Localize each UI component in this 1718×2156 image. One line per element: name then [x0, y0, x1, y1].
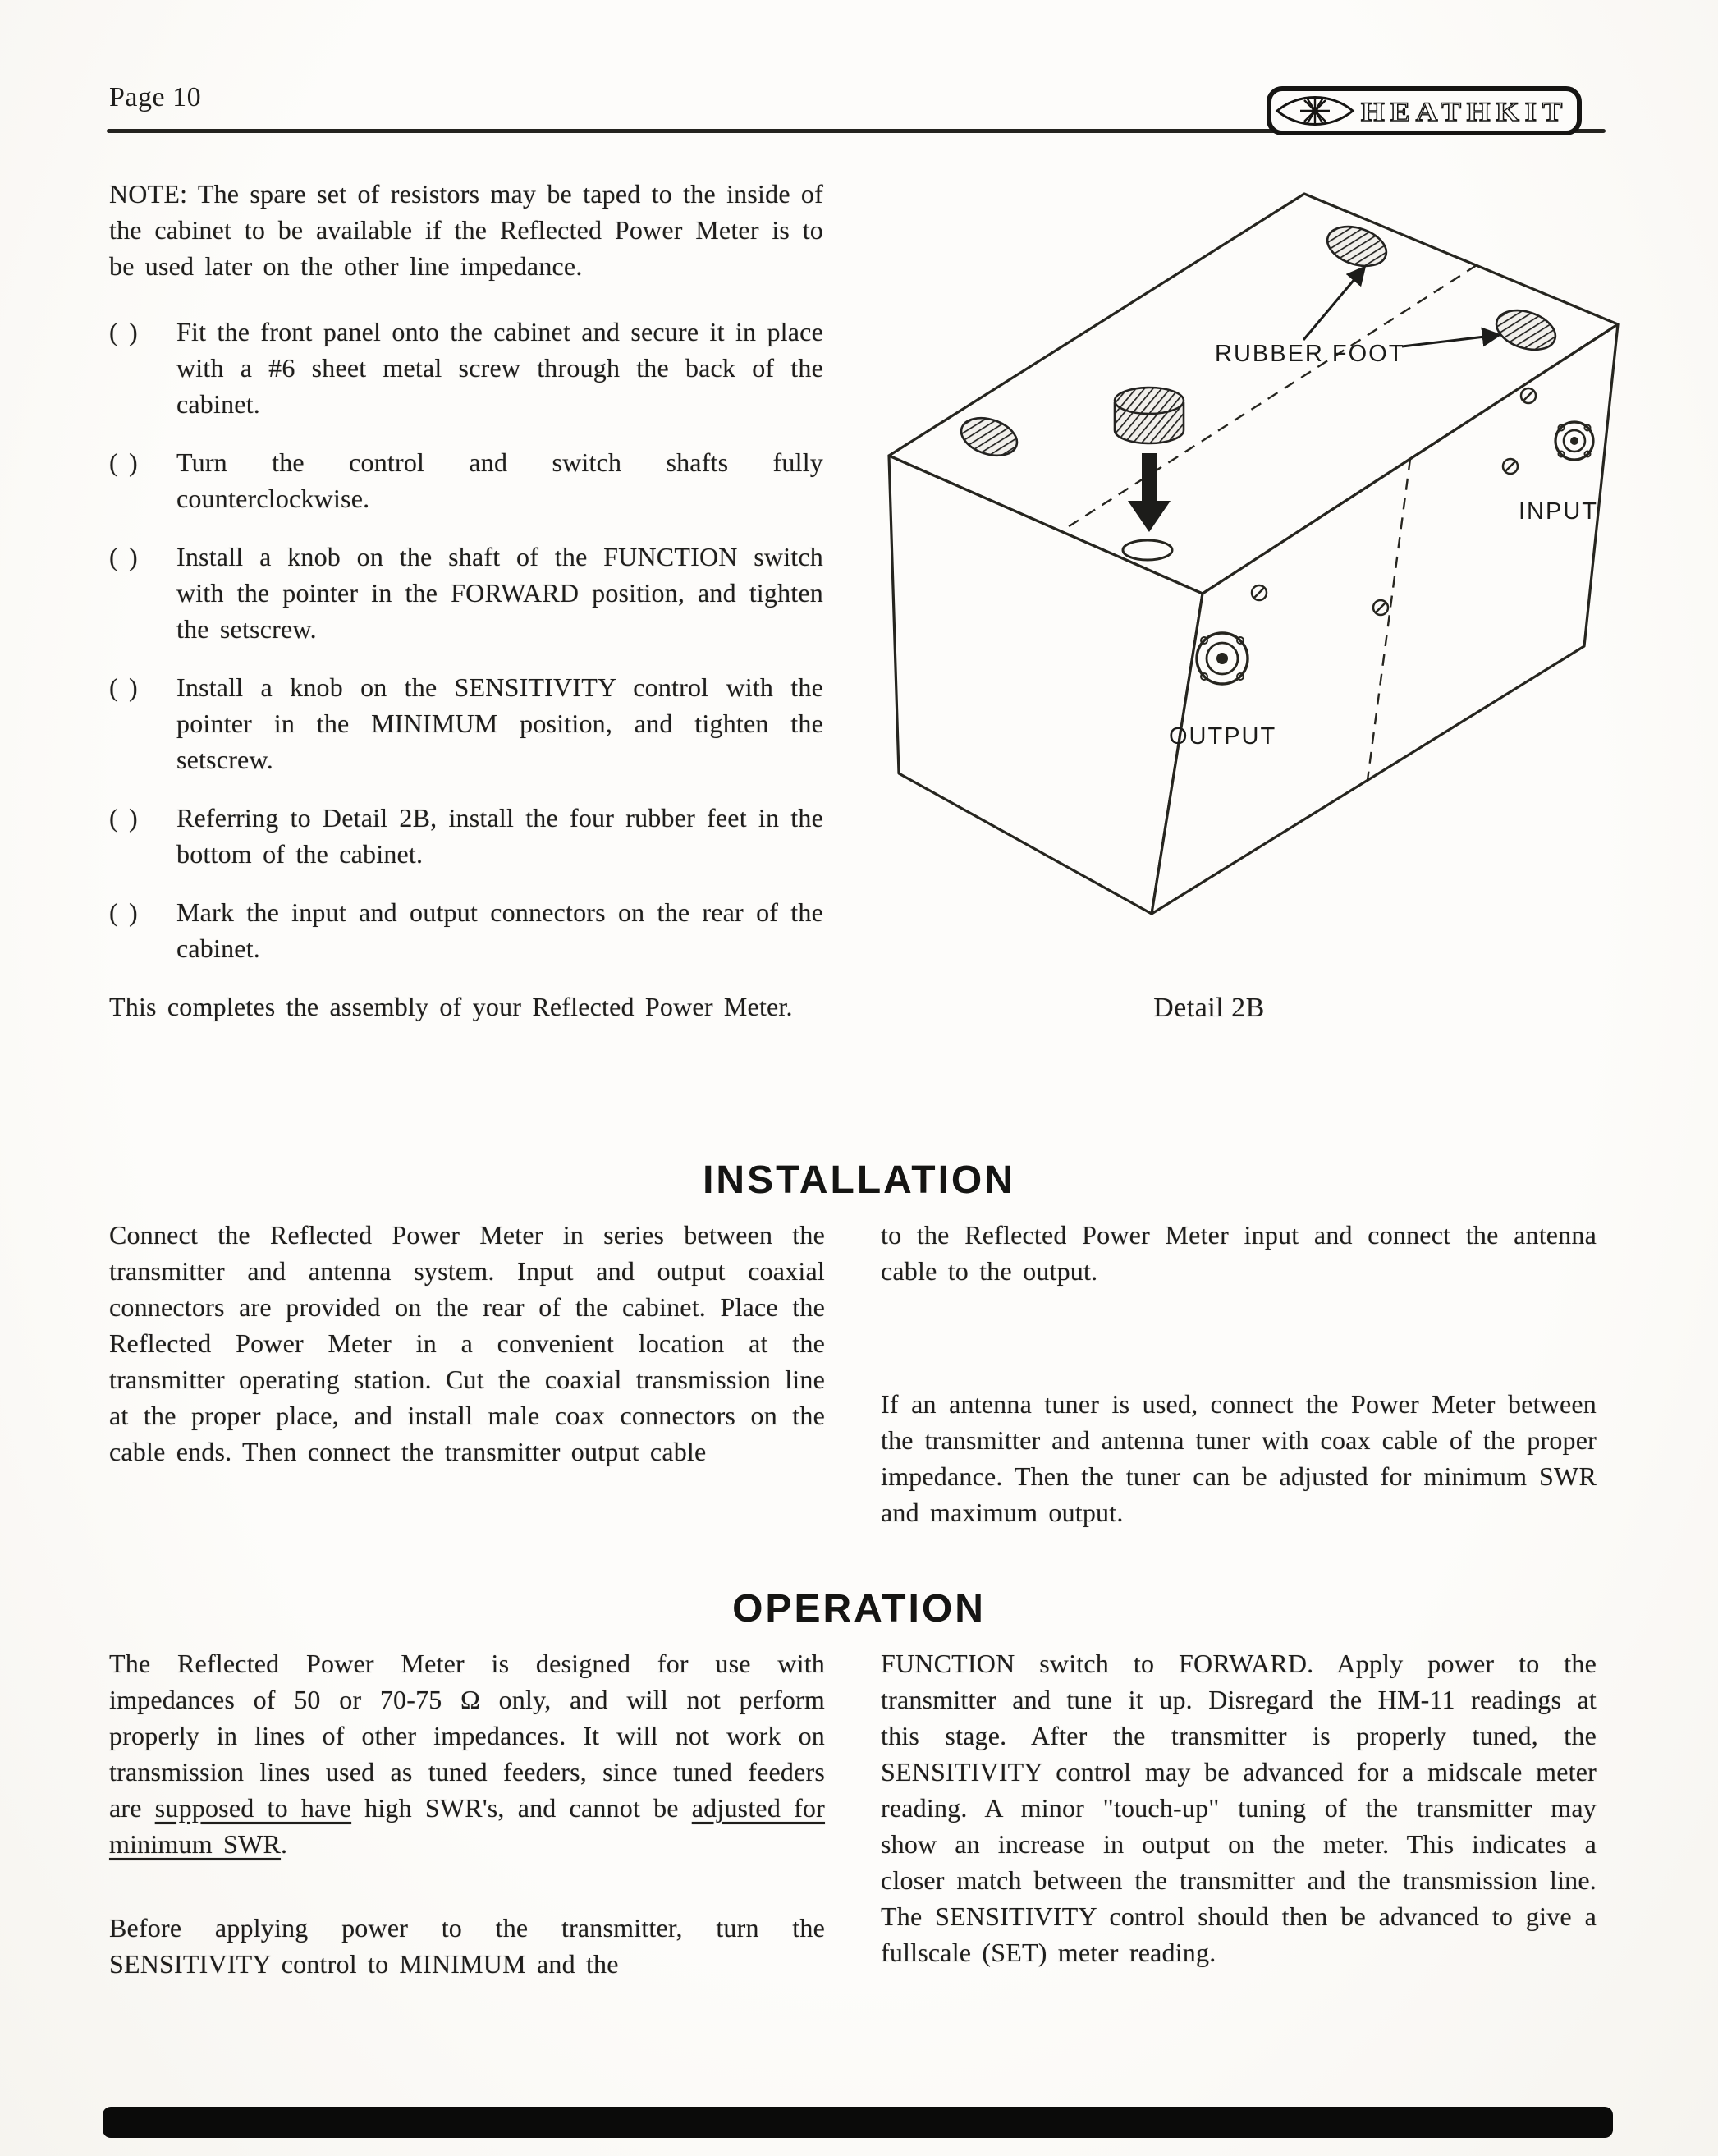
checklist-item — [109, 444, 823, 516]
figure-caption: Detail 2B — [1153, 993, 1265, 1023]
cabinet-box — [889, 194, 1618, 914]
underlined-text: adjusted for minimum SWR — [109, 1793, 825, 1859]
operation-section — [109, 1645, 1597, 1982]
foot-mounting-hole — [1123, 540, 1172, 560]
heathkit-logo — [1266, 85, 1583, 136]
checklist-item — [109, 800, 823, 872]
assembly-column — [109, 176, 823, 1025]
installation-right-column — [881, 1217, 1597, 1530]
operation-paragraph: FUNCTION switch to FORWARD. Apply power to the transmitter and tune it up. Disregard the HM-11 readings at this stage. After the transmitter is properly tuned, the SENSITIVITY control may be advanced for a midscale meter reading. A minor "touch-up" tuning of the transmitter may show an increase in output on the meter. This indicates a closer match between the transmitter and the transmission line. The SENSITIVITY control should then be advanced to give a fullscale (SET) meter reading. — [881, 1649, 1597, 1967]
checklist-item — [109, 539, 823, 647]
checklist-text: Mark the input and output connectors on the rear of the cabinet. — [176, 897, 823, 963]
checklist-text: Referring to Detail 2B, install the four rubber feet in the bottom of the cabinet. — [176, 803, 823, 869]
page-number: Page 10 — [109, 82, 202, 112]
operation-heading: OPERATION — [732, 1586, 986, 1631]
operation-paragraph: Before applying power to the transmitter, turn the SENSITIVITY control to MINIMUM and the — [109, 1913, 825, 1979]
detail-2b-figure — [844, 184, 1665, 1062]
checkbox-mark: ( ) — [109, 317, 138, 346]
installation-paragraph: If an antenna tuner is used, connect the Power Meter between the transmitter and antenna tuner with coax cable of the proper impedance. Then the tuner can be adjusted for minimum SWR and maximum output. — [881, 1389, 1597, 1527]
installation-paragraph: to the Reflected Power Meter input and connect the antenna cable to the output. — [881, 1220, 1597, 1286]
checklist-text: Install a knob on the shaft of the FUNCTION switch with the pointer in the FORWARD position, and tighten the setscrew. — [176, 542, 823, 644]
note-paragraph: NOTE: The spare set of resistors may be taped to the inside of the cabinet to be available if the Reflected Power Meter is to be used later on the other line impedance. — [109, 179, 823, 281]
output-label: OUTPUT — [1169, 723, 1277, 750]
checklist-text: Fit the front panel onto the cabinet and secure it in place with a #6 sheet metal screw through the back of the cabinet. — [176, 317, 823, 419]
installation-paragraph: Connect the Reflected Power Meter in series between the transmitter and antenna system. Input and output coaxial connectors are provided on the rear of the cabinet. Place the Reflected Power Meter in a convenient location at the transmitter operating station. Cut the coaxial transmission line at the proper place, and install male coax connectors on the cable ends. Then connect the transmitter output cable — [109, 1220, 825, 1466]
installation-left-column — [109, 1217, 825, 1530]
checkbox-mark: ( ) — [109, 803, 138, 833]
brand-text: HEATHKIT — [1361, 98, 1568, 127]
installation-heading: INSTALLATION — [703, 1158, 1015, 1202]
starburst-icon — [1300, 96, 1330, 126]
checklist-item — [109, 314, 823, 422]
checkbox-mark: ( ) — [109, 447, 138, 477]
checklist-text: Install a knob on the SENSITIVITY control with the pointer in the MINIMUM position, and tighten the setscrew. — [176, 672, 823, 774]
rubber-foot-label: RUBBER FOOT — [1215, 341, 1405, 367]
heathkit-logo-graphic — [1266, 85, 1583, 136]
installation-section — [109, 1217, 1597, 1530]
scan-edge-bar — [103, 2107, 1613, 2138]
checkbox-mark: ( ) — [109, 542, 138, 571]
operation-right-column — [881, 1645, 1597, 1982]
checklist-item — [109, 669, 823, 778]
operation-text: high SWR's, and cannot be — [351, 1793, 692, 1823]
cabinet-illustration — [844, 184, 1665, 964]
operation-text: The Reflected Power Meter is designed for use with impedances of 50 or 70-75 Ω only, and will not perform properly in lines of other impedances. It will not work on transmission lines used as tuned feeders, since tuned feeders are — [109, 1649, 825, 1823]
checkbox-mark: ( ) — [109, 897, 138, 927]
input-label: INPUT — [1519, 498, 1598, 525]
operation-text: . — [281, 1829, 288, 1859]
checklist-text: Turn the control and switch shafts fully counterclockwise. — [176, 447, 823, 513]
rubber-foot-installing — [1115, 388, 1184, 443]
operation-paragraph — [109, 1645, 825, 1862]
underlined-text: supposed to have — [154, 1793, 352, 1823]
closing-paragraph: This completes the assembly of your Reflected Power Meter. — [109, 992, 793, 1021]
checklist-item — [109, 894, 823, 966]
operation-left-column — [109, 1645, 825, 1982]
checkbox-mark: ( ) — [109, 672, 138, 702]
